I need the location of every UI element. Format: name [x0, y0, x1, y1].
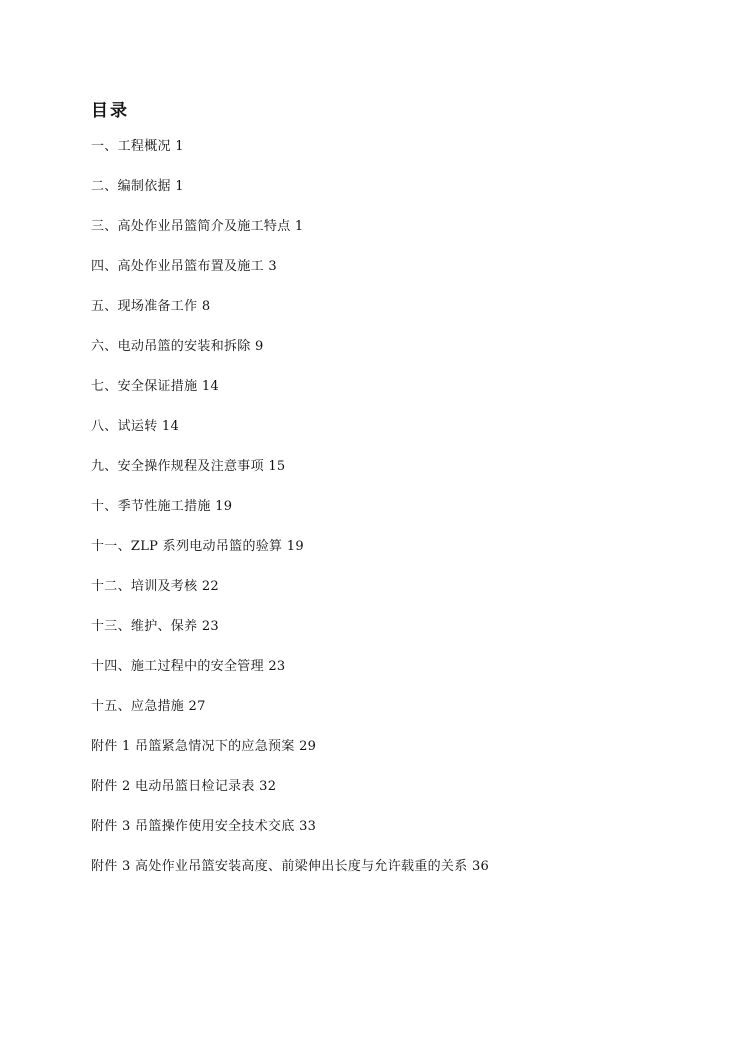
toc-title: 目录	[91, 101, 129, 121]
toc-list	[91, 138, 489, 898]
toc-entry: 十、季节性施工措施 19	[91, 499, 233, 514]
toc-entry: 附件 3 高处作业吊篮安装高度、前梁伸出长度与允许载重的关系 36	[91, 859, 490, 874]
toc-entry: 九、安全操作规程及注意事项 15	[91, 459, 286, 474]
toc-entry: 六、电动吊篮的安装和拆除 9	[91, 339, 264, 354]
toc-entry: 附件 2 电动吊篮日检记录表 32	[91, 779, 277, 794]
toc-entry: 十四、施工过程中的安全管理 23	[91, 659, 286, 674]
toc-entry: 三、高处作业吊篮简介及施工特点 1	[91, 219, 304, 234]
toc-entry: 十一、ZLP 系列电动吊篮的验算 19	[91, 539, 304, 554]
toc-entry: 八、试运转 14	[91, 419, 180, 434]
toc-entry: 七、安全保证措施 14	[91, 379, 219, 394]
toc-entry: 一、工程概况 1	[91, 139, 184, 154]
toc-entry: 附件 3 吊篮操作使用安全技术交底 33	[91, 819, 317, 834]
toc-entry: 十三、维护、保养 23	[91, 619, 219, 634]
toc-entry: 四、高处作业吊篮布置及施工 3	[91, 259, 277, 274]
toc-entry: 十二、培训及考核 22	[91, 579, 219, 594]
toc-entry: 附件 1 吊篮紧急情况下的应急预案 29	[91, 739, 317, 754]
toc-entry: 二、编制依据 1	[91, 179, 184, 194]
toc-entry: 十五、应急措施 27	[91, 699, 206, 714]
toc-entry: 五、现场准备工作 8	[91, 299, 211, 314]
